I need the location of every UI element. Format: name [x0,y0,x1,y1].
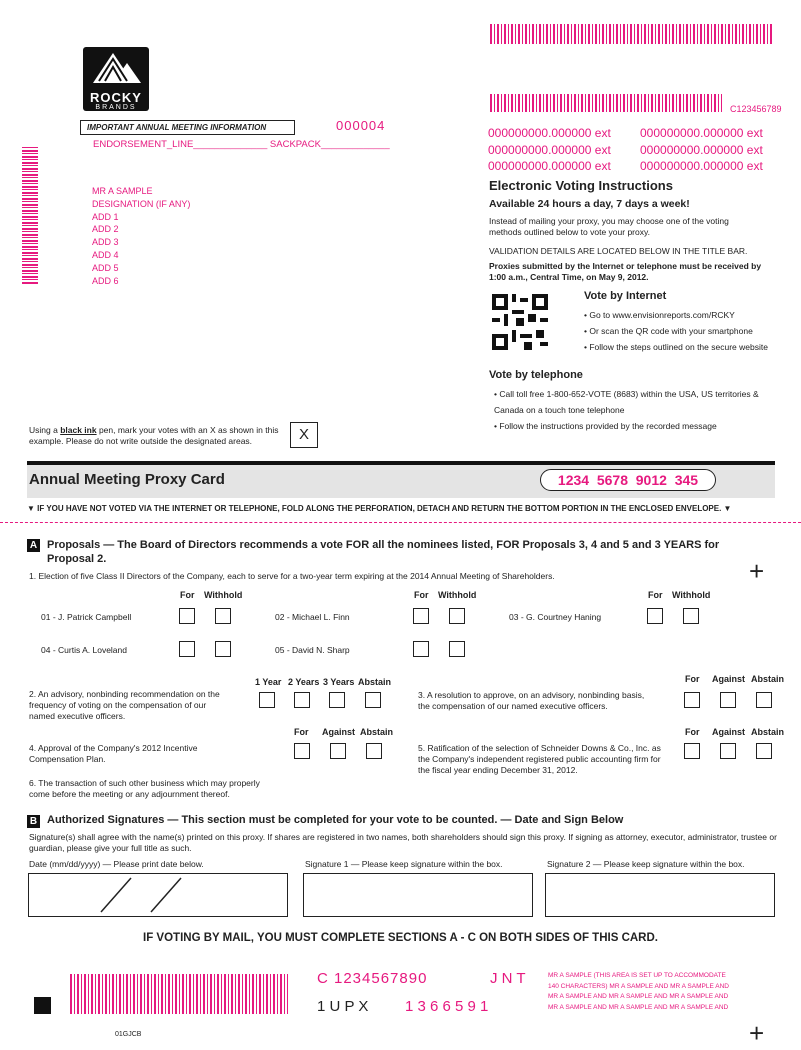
abstain-header: Abstain [360,727,394,737]
for-header: For [180,590,195,600]
for-header: For [414,590,429,600]
abstain-header: Abstain [751,727,785,737]
proposal-5: 5. Ratification of the selection of Schneider Downs & Co., Inc. as the Company's independent registered public accounting firm for the fiscal year ending December 31, 2012. [418,743,661,775]
deadline-note: Proxies submitted by the Internet or telephone must be received by 1:00 a.m., Central Time, on May 9, 2012. [489,261,762,282]
abstain-header: Abstain [751,674,785,684]
control-number: 1234 5678 9012 345 [540,469,716,491]
phone-item: • Call toll free 1-800-652-VOTE (8683) within the USA, US territories & Canada on a touch tone telephone [494,389,759,415]
proxy-card-title: Annual Meeting Proxy Card [29,471,225,488]
for-header: For [648,590,663,600]
address-line: MR A SAMPLE [92,186,153,196]
nominee-4-withhold-checkbox[interactable] [215,641,231,657]
nominee-2-for-checkbox[interactable] [413,608,429,624]
side-barcode [22,146,38,284]
against-header: Against [712,727,746,737]
logo-text: ROCKY [90,90,142,105]
ext-col-2 [640,125,763,175]
perforation-line [0,522,801,523]
logo-subtext: BRANDS [95,104,137,111]
ext-line: 000000000.000000 ext [488,159,611,173]
proposal-6: 6. The transaction of such other business which may properly come before the meeting or any adjournment thereof. [29,778,260,799]
top-barcode [490,24,772,44]
ext-col-1 [488,125,611,175]
ext-line: 000000000.000000 ext [640,142,763,157]
nominee-3-for-checkbox[interactable] [647,608,663,624]
mid-barcode [490,94,722,112]
title-bar [27,461,775,498]
sample-text: MR A SAMPLE (THIS AREA IS SET UP TO ACCOMMODATE 140 CHARACTERS) MR A SAMPLE AND MR A SAMPLE AND MR A SAMPLE AND MR A SAMPLE AND MR A SAMPLE AND MR A SAMPLE AND MR A SAMPLE AND MR A SAMPLE AND [548,972,729,1011]
meeting-info-label: IMPORTANT ANNUAL MEETING INFORMATION [80,120,295,135]
for-header: For [685,727,700,737]
nominee-4-for-checkbox[interactable] [179,641,195,657]
plus-mark-icon: + [749,556,765,586]
nominee-1-withhold-checkbox[interactable] [215,608,231,624]
nominee-3: 03 - G. Courtney Haning [509,612,602,622]
nominee-5-withhold-checkbox[interactable] [449,641,465,657]
c-code: C 1234567890 [317,970,428,987]
nominee-4: 04 - Curtis A. Loveland [41,645,127,655]
ext-line: 000000000.000000 ext [488,126,611,140]
section-a-title: Proposals — The Board of Directors recommends a vote FOR all the nominees listed, FOR Proposals 3, 4 and 5 and 3 YEARS for Proposal 2. [47,539,720,565]
validation-note: VALIDATION DETAILS ARE LOCATED BELOW IN THE TITLE BAR. [489,246,748,256]
nominee-2: 02 - Michael L. Finn [275,612,350,622]
proposal-1: 1. Election of five Class II Directors of the Company, each to serve for a two-year term expiring at the 2014 Annual Meeting of Shareholders. [29,571,555,581]
section-b-title: Authorized Signatures — This section must be completed for your vote to be counted. — Date and Sign Below [47,814,624,826]
nominee-5-for-checkbox[interactable] [413,641,429,657]
date-field[interactable] [28,873,288,917]
signature-1-label: Signature 1 — Please keep signature within the box. [305,859,503,869]
against-header: Against [322,727,356,737]
proposal-2-1yr-checkbox[interactable] [259,692,275,708]
ink-instructions: Using a black ink pen, mark your votes with an X as shown in this example. Please do not write outside the designated areas. [29,425,279,446]
against-header: Against [712,674,746,684]
three-years-header: 3 Years [323,677,355,687]
proposal-3-against-checkbox[interactable] [720,692,736,708]
proposal-5-abstain-checkbox[interactable] [756,743,772,759]
withhold-header: Withhold [204,590,243,600]
internet-item: • Or scan the QR code with your smartphone [584,326,753,336]
endorsement-line: ENDORSEMENT_LINE______________ SACKPACK_____________ [93,139,390,150]
mail-notice: IF VOTING BY MAIL, YOU MUST COMPLETE SECTIONS A - C ON BOTH SIDES OF THIS CARD. [143,932,658,944]
proposal-3: 3. A resolution to approve, on an advisory, nonbinding basis, the compensation of our named executive officers. [418,690,645,711]
registration-mark [34,997,51,1014]
rocky-logo [83,47,149,111]
plus-mark-icon: + [749,1018,765,1048]
phone-items [494,386,784,434]
address-line: ADD 1 [92,211,119,222]
ext-line: 000000000.000000 ext [640,126,763,140]
phone-title: Vote by telephone [489,369,583,381]
proposal-5-against-checkbox[interactable] [720,743,736,759]
proposal-4-against-checkbox[interactable] [330,743,346,759]
voting-available: Available 24 hours a day, 7 days a week! [489,198,690,210]
proposal-4: 4. Approval of the Company's 2012 Incentive Compensation Plan. [29,743,198,764]
date-separators [29,874,286,915]
proposal-3-abstain-checkbox[interactable] [756,692,772,708]
proposal-5-for-checkbox[interactable] [684,743,700,759]
proposal-2: 2. An advisory, nonbinding recommendation on the frequency of voting on the compensation of our named executive officers. [29,689,220,721]
nominee-1-for-checkbox[interactable] [179,608,195,624]
for-header: For [685,674,700,684]
nominee-1: 01 - J. Patrick Campbell [41,612,132,622]
date-label: Date (mm/dd/yyyy) — Please print date below. [29,859,204,869]
address-line: ADD 5 [92,262,119,273]
example-box: X [290,422,318,448]
proposal-3-for-checkbox[interactable] [684,692,700,708]
withhold-header: Withhold [672,590,711,600]
address-line: ADD 2 [92,224,119,235]
signature-1-field[interactable] [303,873,533,917]
address-block [92,185,190,287]
internet-item: • Follow the steps outlined on the secure website [584,342,768,352]
fold-notice: ▼ IF YOU HAVE NOT VOTED VIA THE INTERNET OR TELEPHONE, FOLD ALONG THE PERFORATION, DETACH AND RETURN THE BOTTOM PORTION IN THE ENCLOSED ENVELOPE. ▼ [27,504,732,513]
section-b-text: Signature(s) shall agree with the name(s) printed on this proxy. If shares are registered in two names, both shareholders should sign this proxy. If signing as attorney, executor, administrator, trustee or guardian, please give your full title as such. [29,832,777,853]
nominee-3-withhold-checkbox[interactable] [683,608,699,624]
sequence-number: 000004 [336,118,386,133]
voting-title: Electronic Voting Instructions [489,178,673,193]
address-line: ADD 4 [92,249,119,260]
address-line: ADD 6 [92,275,119,286]
one-year-header: 1 Year [255,677,282,687]
internet-title: Vote by Internet [584,290,667,302]
proposal-2-2yr-checkbox[interactable] [294,692,310,708]
proposal-4-abstain-checkbox[interactable] [366,743,382,759]
nominee-5: 05 - David N. Sharp [275,645,350,655]
ext-line: 000000000.000000 ext [640,159,763,173]
section-b-marker: B [27,815,40,828]
ext-line: 000000000.000000 ext [488,142,611,157]
voting-intro: Instead of mailing your proxy, you may choose one of the voting methods outlined below to vote your proxy. [489,216,729,237]
address-line: DESIGNATION (IF ANY) [92,198,191,209]
nominee-2-withhold-checkbox[interactable] [449,608,465,624]
address-line: ADD 3 [92,237,119,248]
proposal-4-for-checkbox[interactable] [294,743,310,759]
withhold-header: Withhold [438,590,477,600]
internet-item: • Go to www.envisionreports.com/RCKY [584,310,735,320]
for-header: For [294,727,309,737]
internet-items [584,307,768,355]
signature-2-label: Signature 2 — Please keep signature within the box. [547,859,745,869]
proposal-2-abstain-checkbox[interactable] [365,692,381,708]
section-a-marker: A [27,539,40,552]
form-code: 01GJCB [115,1031,142,1038]
upx-code: 1 U P X [317,998,369,1015]
phone-item: • Follow the instructions provided by the recorded message [494,421,717,431]
abstain-header: Abstain [358,677,392,687]
mountain-icon [83,47,149,87]
signature-2-field[interactable] [545,873,775,917]
qr-code-icon [492,294,548,350]
bottom-barcode [70,974,288,1014]
two-years-header: 2 Years [288,677,320,687]
sequence-code: 1 3 6 6 5 9 1 [405,998,489,1015]
proposal-2-3yr-checkbox[interactable] [329,692,345,708]
jnt-code: J N T [490,970,526,987]
top-code: C123456789 [730,104,782,114]
